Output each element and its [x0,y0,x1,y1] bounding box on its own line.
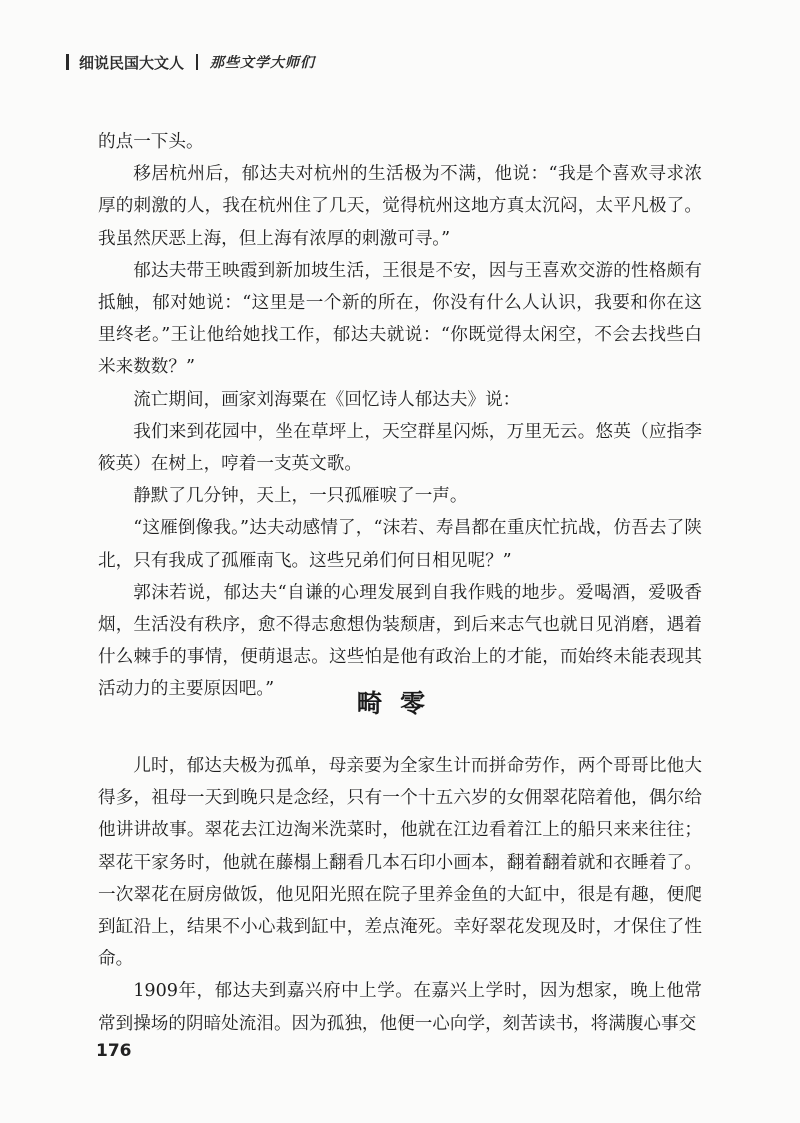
quoted-paragraph: “这雁倒像我。”达夫动感情了，“沫若、寿昌都在重庆忙抗战，仿吾去了陕北，只有我成了孤雁南飞。这些兄弟们何日相见呢？” [98,518,702,571]
quoted-paragraph: 静默了几分钟，天上，一只孤雁唳了一声。 [133,486,468,507]
paragraph: 的点一下头。 [98,132,204,152]
quoted-paragraph: 我们来到花园中，坐在草坪上，天空群星闪烁，万里无云。悠英（应指李筱英）在树上，哼着一支英文歌。 [98,421,702,475]
paragraph: 儿时，郁达夫极为孤单，母亲要为全家生计而拼命劳作，两个哥哥比他大得多，祖母一天到晚只是念经，只有一个十五六岁的女佣翠花陪着他，偶尔给他讲讲故事。翠花去江边淘米洗菜时，他就在江边看着江上的船只来来往往；翠花干家务时，他就在藤榻上翻看几本石印小画本，翻着翻着就和衣睡着了。一次翠花在厨房做饭，他见阳光照在院子里养金鱼的大缸中，很是有趣，便爬到缸沿上，结果不小心栽到缸中，差点淹死。幸好翠花发现及时，才保住了性命。 [98,756,702,970]
page-number: 176 [96,1041,132,1061]
section-body-text [98,750,702,1040]
running-header [66,50,315,74]
header-divider [66,54,69,70]
paragraph: 郁达夫带王映霞到新加坡生活，王很是不安，因与王喜欢交游的性格颇有抵触，郁对她说：“这里是一个新的所在，你没有什么人认识，我要和你在这里终老。”王让他给她找工作，郁达夫就说：“你既觉得太闲空，不会去找些白米来数数？” [98,260,702,378]
paragraph: 流亡期间，画家刘海粟在《回忆诗人郁达夫》说： [133,389,521,410]
paragraph: 移居杭州后，郁达夫对杭州的生活极为不满，他说：“我是个喜欢寻求浓厚的刺激的人，我在杭州住了几天，觉得杭州这地方真太沉闷，太平凡极了。我虽然厌恶上海，但上海有浓厚的刺激可寻。” [98,164,702,249]
paragraph: 郭沫若说，郁达夫“自谦的心理发展到自我作贱的地步。爱喝酒，爱吸香烟，生活没有秩序，愈不得志愈想伪装颓唐，到后来志气也就日见消磨，遇着什么棘手的事情，便萌退志。这些怕是他有政治上的才能，而始终未能表现其活动力的主要原因吧。” [98,582,702,700]
paragraph: 1909年，郁达夫到嘉兴府中上学。在嘉兴上学时，因为想家，晚上他常常到操场的阴暗处流泪。因为孤独，他便一心向学，刻苦读书，将满腹心事交 [98,981,702,1034]
series-title: 那些文学大师们 [210,55,316,71]
body-text [98,126,702,706]
book-title: 细说民国大文人 [79,53,185,72]
section-title: 畸零 [356,689,443,718]
header-divider [196,54,198,70]
